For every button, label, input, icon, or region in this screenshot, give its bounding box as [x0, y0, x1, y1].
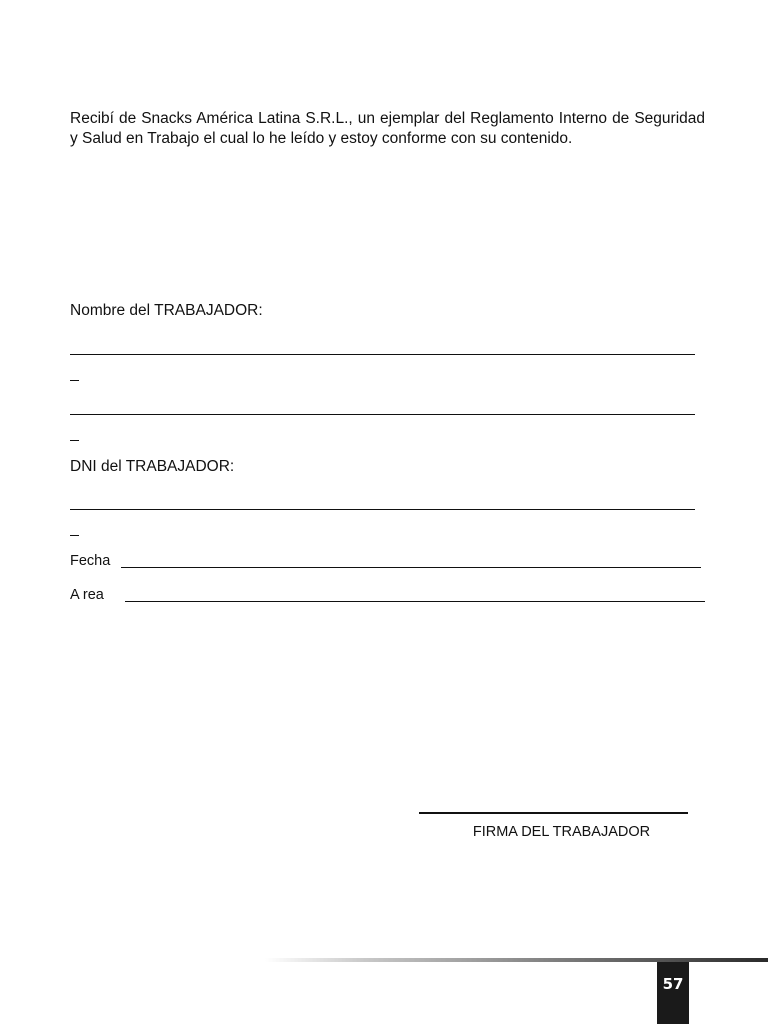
- fecha-line[interactable]: [121, 567, 701, 568]
- dni-line-tail: [70, 535, 79, 536]
- dni-line[interactable]: [70, 509, 695, 510]
- nombre-label: Nombre del TRABAJADOR:: [70, 302, 263, 319]
- area-label: A rea: [70, 587, 104, 603]
- nombre-line-1[interactable]: [70, 354, 695, 355]
- area-line[interactable]: [125, 601, 705, 602]
- nombre-line-1-tail: [70, 380, 79, 381]
- fecha-label: Fecha: [70, 553, 111, 569]
- nombre-line-2[interactable]: [70, 414, 695, 415]
- page-number: 57: [657, 962, 689, 1024]
- footer-divider: [265, 958, 768, 962]
- signature-line[interactable]: [419, 812, 688, 814]
- dni-label: DNI del TRABAJADOR:: [70, 458, 235, 475]
- signature-caption: FIRMA DEL TRABAJADOR: [472, 824, 651, 840]
- intro-paragraph: Recibí de Snacks América Latina S.R.L., un ejemplar del Reglamento Interno de Seguridad y Salud en Trabajo el cual lo he leído y estoy conforme con su contenido.: [70, 110, 705, 147]
- nombre-line-2-tail: [70, 440, 79, 441]
